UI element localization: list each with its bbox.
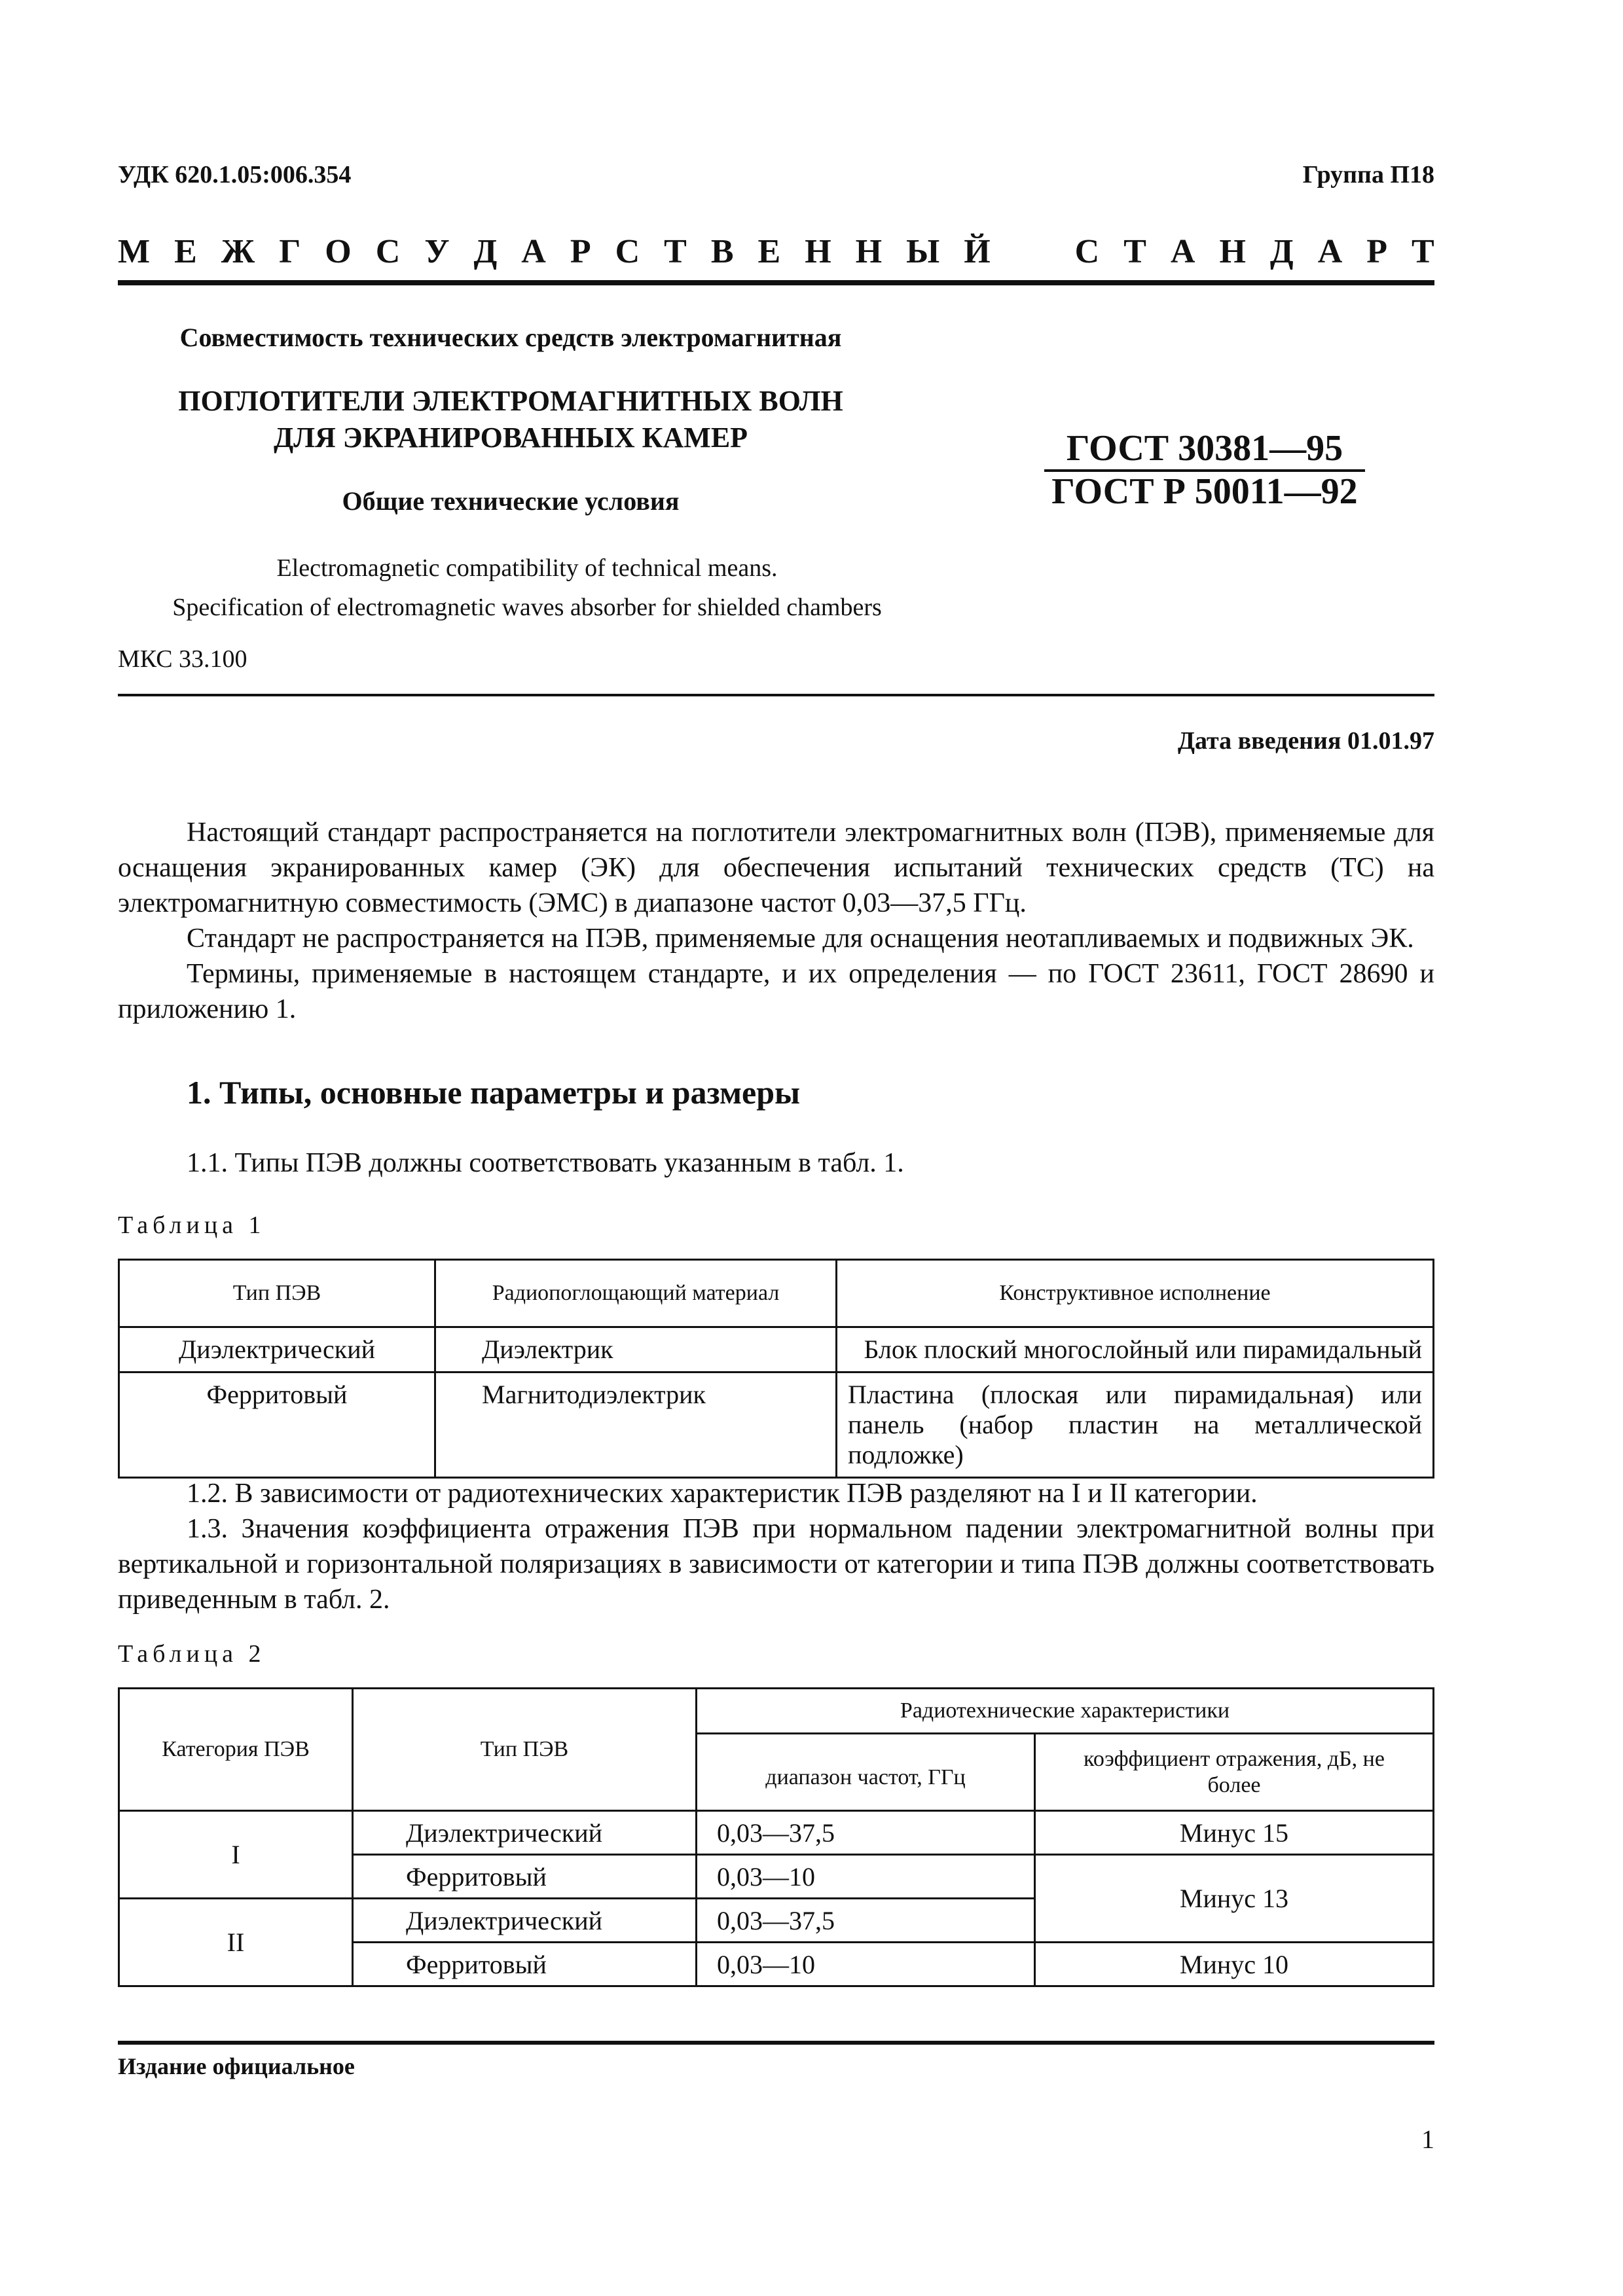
banner-letter: Д <box>473 233 498 270</box>
table-2-header-coefficient: коэффициент отражения, дБ, не более <box>1035 1734 1434 1811</box>
table-2-cell: 0,03—37,5 <box>697 1811 1035 1855</box>
banner-letter: Е <box>757 233 781 270</box>
table-1-header-type: Тип ПЭВ <box>119 1260 435 1327</box>
table-2-category-cell: I <box>119 1811 353 1899</box>
table-1-cell: Ферритовый <box>119 1372 435 1478</box>
intro-paragraph-2: Стандарт не распространяется на ПЭВ, применяемые для оснащения неотапливаемых и подвижных ЭК. <box>187 924 1414 954</box>
intro-paragraph-3: Термины, применяемые в настоящем стандарте, и их определения — по ГОСТ 23611, ГОСТ 28690 и приложению 1. <box>118 959 1434 1024</box>
table-1-header-row <box>119 1260 1434 1327</box>
banner-letter: В <box>710 233 734 270</box>
banner-letter: Т <box>1123 233 1146 270</box>
table-2-cell: 0,03—10 <box>697 1943 1035 1986</box>
banner-letter: Ы <box>906 233 940 270</box>
udk-code: УДК 620.1.05:006.354 <box>118 161 352 188</box>
banner-letter: Ж <box>221 233 255 270</box>
gost-number-1: ГОСТ 30381—95 <box>1044 429 1365 472</box>
banner-letter: Н <box>855 233 883 270</box>
table-1-cell: Диэлектрический <box>119 1327 435 1372</box>
table-1-cell: Диэлектрик <box>435 1327 837 1372</box>
compat-heading: Совместимость технических средств электромагнитная <box>179 323 842 352</box>
table-2-cell: Минус 10 <box>1035 1943 1434 1986</box>
banner-letter: О <box>325 233 352 270</box>
clause-1-1-text: 1.1. Типы ПЭВ должны соответствовать указанным в табл. 1. <box>187 1148 904 1178</box>
introduction-date: Дата введения 01.01.97 <box>1177 727 1434 755</box>
table-1-cell: Блок плоский многослойный или пирамидальный <box>837 1327 1434 1372</box>
banner-letter: А <box>521 233 546 270</box>
table-2-header-radio: Радиотехнические характеристики <box>697 1689 1434 1734</box>
english-title-line-1: Electromagnetic compatibility of technical means. <box>276 554 778 582</box>
table-2-cell: Минус 15 <box>1035 1811 1434 1855</box>
official-edition: Издание официальное <box>118 2053 355 2079</box>
banner-letter: Н <box>1219 233 1246 270</box>
banner-letter: С <box>1074 233 1100 270</box>
table-2 <box>118 1687 1434 1987</box>
table-2-header-category: Категория ПЭВ <box>119 1689 353 1811</box>
banner-letter: Д <box>1269 233 1294 270</box>
group-code: Группа П18 <box>1302 161 1434 188</box>
title-line-1: ПОГЛОТИТЕЛИ ЭЛЕКТРОМАГНИТНЫХ ВОЛН <box>178 385 843 417</box>
table-2-header-frequency: диапазон частот, ГГц <box>697 1734 1035 1811</box>
mks-code: МКС 33.100 <box>118 645 247 673</box>
header-rule <box>118 280 1434 285</box>
table-row <box>119 1811 1434 1855</box>
banner-letter: М <box>118 233 151 270</box>
banner-letter: Т <box>1412 233 1434 270</box>
gost-designations <box>1044 429 1365 511</box>
table-2-cell: Минус 13 <box>1035 1855 1434 1943</box>
title-line-2: ДЛЯ ЭКРАНИРОВАННЫХ КАМЕР <box>273 422 748 454</box>
banner-letter: А <box>1317 233 1343 270</box>
clauses-1-2-1-3 <box>118 1476 1434 1617</box>
banner-letter: Р <box>570 233 591 270</box>
banner-letter: А <box>1170 233 1195 270</box>
section-1-heading: 1. Типы, основные параметры и размеры <box>187 1074 801 1111</box>
banner-letter: С <box>375 233 401 270</box>
banner-letter: Г <box>279 233 301 270</box>
table-1-header-material: Радиопоглощающий материал <box>435 1260 837 1327</box>
table-1-cell: Магнитодиэлектрик <box>435 1372 837 1478</box>
table-2-header-type: Тип ПЭВ <box>353 1689 697 1811</box>
english-title <box>118 548 936 627</box>
table-1-caption: Таблица 1 <box>118 1211 266 1239</box>
table-2-cell: Ферритовый <box>353 1855 697 1899</box>
clause-1-3-text: 1.3. Значения коэффициента отражения ПЭВ при нормальном падении электромагнитной волны при вертикальной и горизонтальной поляризациях в зависимости от категории и типа ПЭВ должны соответствовать приведенным в табл. 2. <box>118 1514 1434 1615</box>
clause-1-1 <box>118 1145 1434 1181</box>
intro-paragraph-1: Настоящий стандарт распространяется на поглотители электромагнитных волн (ПЭВ), применяемые для оснащения экранированных камер (ЭК) для обеспечения испытаний технических средств (ТС) на электромагнитную совместимость (ЭМС) в диапазоне частот 0,03—37,5 ГГц. <box>118 817 1434 918</box>
gost-number-2: ГОСТ Р 50011—92 <box>1051 471 1358 512</box>
table-1-header-design: Конструктивное исполнение <box>837 1260 1434 1327</box>
document-subtitle: Общие технические условия <box>342 486 680 516</box>
page-number: 1 <box>1421 2125 1434 2154</box>
table-row <box>119 1327 1434 1372</box>
english-title-line-2: Specification of electromagnetic waves absorber for shielded chambers <box>172 594 882 621</box>
table-1 <box>118 1259 1434 1479</box>
footer-rule <box>118 2041 1434 2045</box>
banner-word-gap <box>1015 232 1051 271</box>
banner-letter: Е <box>174 233 197 270</box>
intro-text <box>118 815 1434 1027</box>
banner-letter: Н <box>805 233 831 270</box>
table-2-cell: Ферритовый <box>353 1943 697 1986</box>
table-2-caption: Таблица 2 <box>118 1640 266 1668</box>
banner-letter: У <box>424 233 450 270</box>
title-rule <box>118 694 1434 696</box>
clause-1-2-text: 1.2. В зависимости от радиотехнических характеристик ПЭВ разделяют на I и II категории. <box>187 1479 1258 1509</box>
table-row <box>119 1372 1434 1478</box>
table-2-cell: 0,03—10 <box>697 1855 1035 1899</box>
table-2-header-row-1 <box>119 1689 1434 1734</box>
table-2-cell: 0,03—37,5 <box>697 1899 1035 1943</box>
table-2-cell: Диэлектрический <box>353 1899 697 1943</box>
table-2-category-cell: II <box>119 1899 353 1986</box>
document-title <box>118 383 903 456</box>
table-2-cell: Диэлектрический <box>353 1811 697 1855</box>
interstate-standard-banner <box>118 232 1434 271</box>
banner-letter: Р <box>1366 233 1388 270</box>
banner-letter: Т <box>664 233 687 270</box>
table-1-cell: Пластина (плоская или пирамидальная) или панель (набор пластин на металлической подложке) <box>837 1372 1434 1478</box>
banner-letter: Й <box>964 233 991 270</box>
banner-letter: С <box>615 233 640 270</box>
